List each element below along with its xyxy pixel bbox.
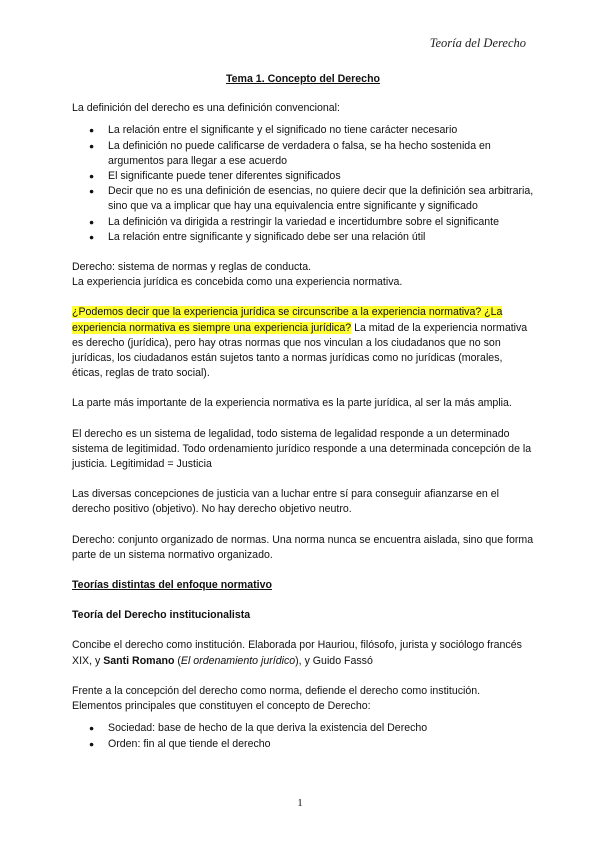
bullet-item: ● El significante puede tener diferentes significados: [108, 169, 534, 184]
bullet-item: ● La relación entre significante y significado debe ser una relación útil: [108, 230, 534, 245]
page-number: 1: [297, 797, 303, 809]
intro-paragraph: La definición del derecho es una definición convencional:: [72, 102, 340, 115]
author-name-bold: Santi Romano: [103, 654, 175, 667]
frente-line: Frente a la concepción del derecho como norma, defiende el derecho como institución.: [72, 684, 481, 697]
definition-bullet-list: [72, 123, 534, 245]
institucion-text: Concibe el derecho como institución. Elaborada por Hauriou, filósofo, jurista y sociólogo francés XIX, y: [72, 639, 522, 667]
derecho-definition-paragraph: [72, 260, 534, 290]
book-title-italic: El ordenamiento jurídico: [180, 654, 296, 667]
bullet-item: ● La definición va dirigida a restringir la variedad e incertidumbre sobre el significante: [108, 215, 534, 230]
institucion-paragraph: [72, 638, 534, 668]
bullet-item: ● La definición no puede calificarse de verdadera o falsa, se ha hecho sostenida en argumentos para llegar a ese acuerdo: [108, 139, 534, 169]
parte-juridica-paragraph: La parte más importante de la experiencia normativa es la parte jurídica, al ser la más amplia.: [72, 397, 512, 410]
elements-bullet-list: [72, 721, 534, 751]
document-title: Tema 1. Concepto del Derecho: [225, 73, 381, 85]
bullet-item: ● Orden: fin al que tiende el derecho: [108, 737, 534, 752]
subsection-heading: Teoría del Derecho institucionalista: [72, 609, 251, 622]
bullet-item: ● La relación entre el significante y el significado no tiene carácter necesario: [108, 123, 534, 138]
legalidad-paragraph: El derecho es un sistema de legalidad, todo sistema de legalidad responde a un determinado sistema de legitimidad. Todo ordenamiento jurídico responde a una determinada concepción de la justicia. Legitimidad = Justicia: [72, 427, 532, 471]
concepciones-paragraph: Las diversas concepciones de justicia van a luchar entre sí para conseguir afianzarse en el derecho positivo (objetivo). No hay derecho objetivo neutro.: [72, 488, 499, 516]
elementos-line: Elementos principales que constituyen el concepto de Derecho:: [72, 700, 371, 713]
paren-open: (: [174, 654, 181, 667]
document-body: [72, 72, 534, 767]
frente-paragraph: [72, 684, 534, 714]
running-header: Teoría del Derecho: [429, 36, 526, 50]
bullet-item: ● Decir que no es una definición de esencias, no quiere decir que la definición sea arbitraria, sino que va a implicar que hay una equivalencia entre significante y significado: [108, 184, 534, 214]
derecho-definition-line: Derecho: sistema de normas y reglas de conducta.: [72, 261, 312, 274]
highlighted-question: ¿Podemos decir que la experiencia jurídica se circunscribe a la experiencia normativa? ¿La experiencia normativa es siempre una experiencia jurídica?: [72, 306, 503, 334]
institucion-text-end: ), y Guido Fassó: [295, 654, 373, 667]
bullet-item: ● Sociedad: base de hecho de la que deriva la existencia del Derecho: [108, 721, 534, 736]
conjunto-normas-paragraph: Derecho: conjunto organizado de normas. Una norma nunca se encuentra aislada, sino que forma parte de un sistema normativo organizado.: [72, 533, 534, 561]
question-answer-text: La mitad de la experiencia normativa es derecho (jurídica), pero hay otras normas que nos vinculan a los ciudadanos que no son jurídicas, los ciudadanos están sujetos tanto a normas jurídicas como no jurídicas (morales, éticas, reglas de trato social).: [72, 321, 528, 380]
experiencia-juridica-line: La experiencia jurídica es concebida como una experiencia normativa.: [72, 276, 403, 289]
question-paragraph: [72, 305, 534, 381]
section-heading: Teorías distintas del enfoque normativo: [72, 579, 272, 592]
